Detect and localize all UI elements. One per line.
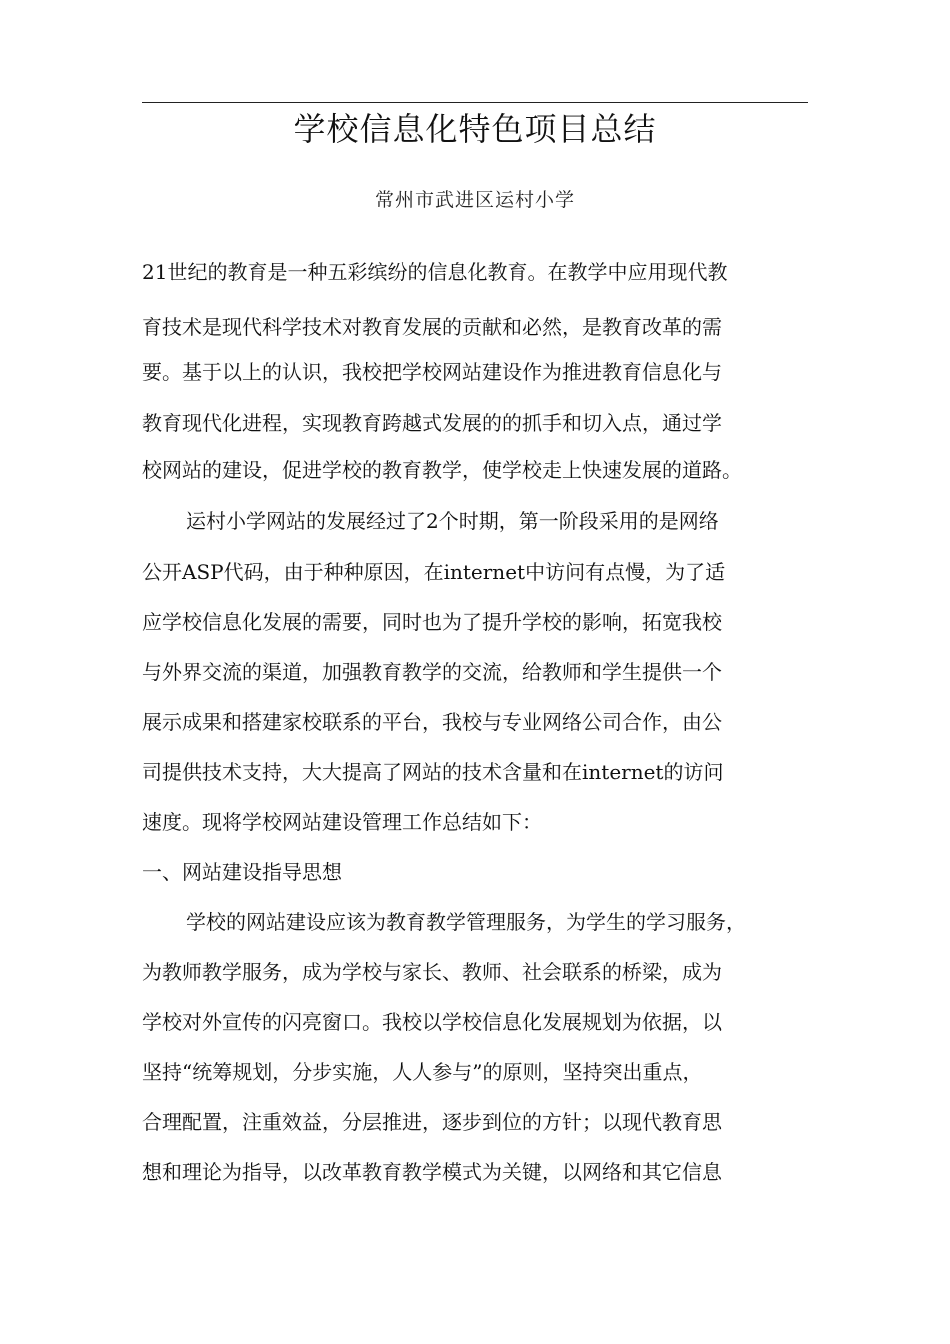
paragraph-1-line-4: 教育现代化进程，实现教育跨越式发展的的抓手和切入点，通过学 bbox=[142, 411, 722, 435]
paragraph-3-line-6: 想和理论为指导，以改革教育教学模式为关键，以网络和其它信息 bbox=[142, 1160, 722, 1184]
paragraph-2-line-5: 展示成果和搭建家校联系的平台，我校与专业网络公司合作，由公 bbox=[142, 710, 722, 734]
document-title: 学校信息化特色项目总结 bbox=[293, 110, 657, 148]
paragraph-3-line-4: 坚持“统筹规划，分步实施，人人参与”的原则，坚持突出重点， bbox=[142, 1060, 703, 1084]
paragraph-2-line-3: 应学校信息化发展的需要，同时也为了提升学校的影响，拓宽我校 bbox=[142, 610, 722, 634]
document-author: 常州市武进区运村小学 bbox=[374, 189, 575, 211]
paragraph-1-line-5: 校网站的建设，促进学校的教育教学，使学校走上快速发展的道路。 bbox=[142, 458, 742, 482]
paragraph-2-line-7: 速度。现将学校网站建设管理工作总结如下： bbox=[142, 810, 542, 834]
header-rule bbox=[142, 102, 808, 103]
paragraph-1-line-1: 21世纪的教育是一种五彩缤纷的信息化教育。在教学中应用现代教 bbox=[142, 260, 728, 284]
paragraph-1-line-2: 育技术是现代科学技术对教育发展的贡献和必然，是教育改革的需 bbox=[142, 315, 722, 339]
paragraph-2-line-2: 公开ASP代码，由于种种原因，在internet中访问有点慢，为了适 bbox=[142, 560, 726, 584]
paragraph-2-line-1: 运村小学网站的发展经过了2个时期，第一阶段采用的是网络 bbox=[186, 509, 719, 533]
paragraph-2-line-6: 司提供技术支持，大大提高了网站的技术含量和在internet的访问 bbox=[142, 760, 724, 784]
paragraph-3-line-3: 学校对外宣传的闪亮窗口。我校以学校信息化发展规划为依据，以 bbox=[142, 1010, 722, 1034]
section-heading-1: 一、网站建设指导思想 bbox=[142, 860, 342, 884]
paragraph-3-line-2: 为教师教学服务，成为学校与家长、教师、社会联系的桥梁，成为 bbox=[142, 960, 722, 984]
paragraph-3-line-5: 合理配置，注重效益，分层推进，逐步到位的方针；以现代教育思 bbox=[142, 1110, 722, 1134]
paragraph-3-line-1: 学校的网站建设应该为教育教学管理服务，为学生的学习服务， bbox=[186, 910, 746, 934]
paragraph-1-line-3: 要。基于以上的认识，我校把学校网站建设作为推进教育信息化与 bbox=[142, 360, 722, 384]
paragraph-2-line-4: 与外界交流的渠道，加强教育教学的交流，给教师和学生提供一个 bbox=[142, 660, 722, 684]
